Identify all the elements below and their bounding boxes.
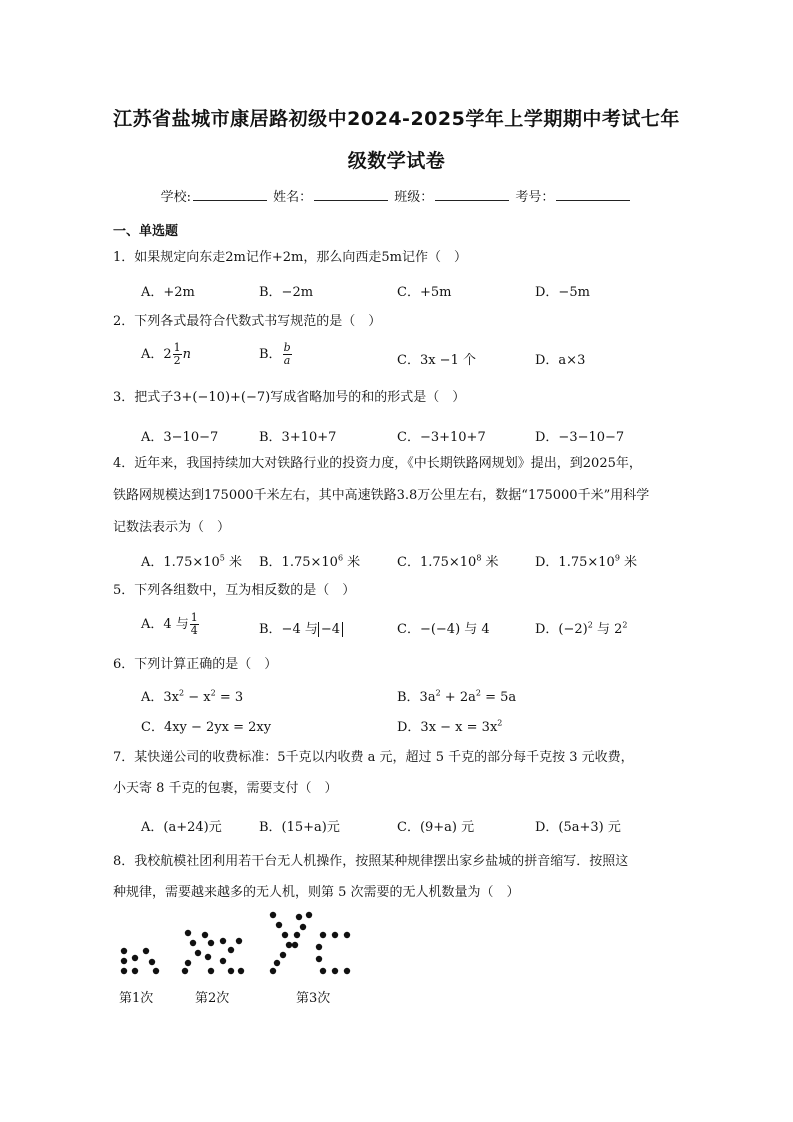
q5-d-prefix: D．(−2): [535, 622, 588, 637]
drone-dot: [121, 948, 127, 954]
question-4-line-3: 记数法表示为（ ）: [113, 520, 231, 535]
q4-d-unit: 米: [619, 555, 638, 570]
q6-d-exponent: 2: [497, 718, 503, 728]
drone-dot: [276, 922, 282, 928]
q4-c-base: C．1.75×10: [397, 555, 477, 570]
q6-option-d[interactable]: [397, 716, 502, 735]
q4-option-b[interactable]: [259, 551, 360, 570]
q5-option-c[interactable]: C．−(−4) 与 4: [397, 622, 490, 637]
drone-dot: [121, 958, 127, 964]
q5-b-prefix: B．−4 与: [259, 622, 318, 637]
drone-dot: [300, 924, 306, 930]
q5-a-denominator: 4: [190, 624, 198, 637]
drone-dot: [320, 968, 326, 974]
q5-a-prefix: A．4 与: [141, 617, 189, 632]
drone-dot: [280, 952, 286, 958]
drone-dot: [220, 938, 226, 944]
q6-b-part-2: + 2a: [440, 690, 476, 705]
drone-dot: [344, 932, 350, 938]
drone-dot: [202, 932, 208, 938]
q5-d-exponent-1: 2: [587, 620, 593, 630]
q7-option-c[interactable]: C．(9+a) 元: [397, 820, 475, 835]
q2-b-numerator: b: [283, 341, 291, 354]
q4-option-a[interactable]: [141, 551, 242, 570]
drone-dot: [270, 912, 276, 918]
q4-a-base: A．1.75×10: [141, 555, 220, 570]
q6-b-part-1: B．3a: [397, 690, 436, 705]
q2-b-denominator: a: [283, 354, 291, 367]
drone-dot: [143, 948, 149, 954]
q5-d-middle: 与 2: [592, 622, 623, 637]
q7-option-b[interactable]: B．(15+a)元: [259, 820, 340, 835]
q3-option-c[interactable]: C．−3+10+7: [397, 430, 486, 445]
q2-a-variable: n: [182, 347, 192, 362]
question-4-line-2: 铁路网规模达到175000千米左右，其中高速铁路3.8万公里左右，数据“175000千米”用科学: [113, 488, 650, 503]
drone-dot: [205, 954, 211, 960]
q5-d-exponent-2: 2: [622, 620, 628, 630]
drone-dot: [228, 947, 234, 953]
school-blank[interactable]: [193, 188, 267, 201]
q4-option-c[interactable]: [397, 551, 499, 570]
drone-dot: [270, 968, 276, 974]
question-8-line-2: 种规律，需要越来越多的无人机，则第 5 次需要的无人机数量为（ ）: [113, 885, 520, 900]
q5-option-d[interactable]: [535, 618, 627, 637]
q2-a-fraction: [173, 342, 182, 367]
drone-dot: [132, 955, 138, 961]
drone-dot: [220, 958, 226, 964]
q6-b-exponent-1: 2: [435, 688, 441, 698]
q6-option-a[interactable]: [141, 686, 243, 705]
q5-option-b[interactable]: [259, 618, 343, 637]
q4-a-exponent: 5: [219, 553, 225, 563]
q6-option-b[interactable]: [397, 686, 516, 705]
q2-b-fraction: [283, 342, 292, 367]
drone-dot: [149, 959, 155, 965]
drone-dot: [228, 968, 234, 974]
q2-option-c[interactable]: C．3x −1 个: [397, 353, 476, 368]
question-7-line-1: 7．某快递公司的收费标准：5千克以内收费 a 元，超过 5 千克的部分每千克按 3 元收费，: [113, 750, 634, 765]
q2-option-d[interactable]: D．a×3: [535, 353, 586, 368]
figure-label-3: 第3次: [296, 991, 331, 1006]
q3-option-a[interactable]: A．3−10−7: [141, 430, 219, 445]
q2-option-a[interactable]: [141, 342, 191, 367]
exam-title-line2: 级数学试卷: [347, 150, 446, 172]
q6-a-part-3: = 3: [215, 690, 244, 705]
exam-title-line1: 江苏省盐城市康居路初级中2024-2025学年上学期期中考试七年: [113, 108, 680, 130]
question-7-line-2: 小天寄 8 千克的包裹，需要支付（ ）: [113, 781, 338, 796]
drone-dot: [332, 968, 338, 974]
drone-dot: [344, 968, 350, 974]
q5-a-numerator: 1: [190, 611, 198, 624]
q1-option-d[interactable]: D．−5m: [535, 285, 590, 300]
q5-option-a[interactable]: [141, 612, 200, 637]
q5-b-absolute-value: −4: [318, 622, 343, 637]
drone-dot: [238, 968, 244, 974]
drone-dot: [320, 932, 326, 938]
q2-a-prefix: A．2: [141, 347, 172, 362]
q1-option-a[interactable]: A．+2m: [141, 285, 195, 300]
q3-option-d[interactable]: D．−3−10−7: [535, 430, 625, 445]
q2-a-denominator: 2: [173, 354, 181, 367]
q6-b-exponent-2: 2: [475, 688, 481, 698]
q4-c-unit: 米: [481, 555, 499, 570]
q4-option-d[interactable]: [535, 551, 637, 570]
drone-dot: [316, 944, 322, 950]
q5-a-fraction: [190, 612, 199, 637]
drone-dot: [282, 932, 288, 938]
drone-dot: [236, 938, 242, 944]
drone-dot: [208, 968, 214, 974]
q6-a-part-1: A．3x: [141, 690, 179, 705]
section-heading: 一、单选题: [113, 224, 179, 239]
exam-no-blank[interactable]: [556, 188, 630, 201]
q6-option-c[interactable]: C．4xy − 2yx = 2xy: [141, 720, 272, 735]
drone-dot: [286, 942, 292, 948]
q2-b-prefix: B．: [259, 347, 282, 362]
class-label: 班级：: [394, 190, 434, 205]
q6-a-exponent-1: 2: [179, 688, 185, 698]
q6-b-part-3: = 5a: [480, 690, 517, 705]
drone-dot: [182, 968, 188, 974]
drone-dot: [316, 956, 322, 962]
drone-dot: [306, 912, 312, 918]
drone-dots-svg: [113, 905, 373, 985]
q4-b-exponent: 6: [337, 553, 344, 563]
drone-dot: [332, 932, 338, 938]
drone-dot: [190, 940, 196, 946]
exam-no-label: 考号：: [515, 190, 555, 205]
q1-option-b[interactable]: B．−2m: [259, 285, 314, 300]
q6-a-part-2: − x: [184, 690, 211, 705]
school-label: 学校:: [160, 190, 191, 205]
drone-dot: [296, 914, 302, 920]
question-3: 3．把式子3+(−10)+(−7)写成省略加号的和的形式是（ ）: [113, 390, 466, 405]
drone-dot: [195, 950, 201, 956]
q4-b-unit: 米: [343, 555, 361, 570]
name-label: 姓名：: [273, 190, 313, 205]
figure-label-2: 第2次: [195, 991, 230, 1006]
question-1: 1．如果规定向东走2m记作+2m，那么向西走5m记作（ ）: [113, 250, 467, 265]
q4-b-base: B．1.75×10: [259, 555, 338, 570]
student-info-row: [0, 186, 793, 205]
drone-dot: [121, 968, 127, 974]
name-blank[interactable]: [314, 188, 388, 201]
question-6: 6．下列计算正确的是（ ）: [113, 657, 278, 672]
drone-dot: [292, 942, 298, 948]
drone-dot: [132, 968, 138, 974]
q7-option-d[interactable]: D．(5a+3) 元: [535, 820, 621, 835]
drone-dot: [185, 930, 191, 936]
q2-a-numerator: 1: [173, 341, 181, 354]
drone-dot: [274, 960, 280, 966]
question-2: 2．下列各式最符合代数式书写规范的是（ ）: [113, 314, 382, 329]
question-5: 5．下列各组数中，互为相反数的是（ ）: [113, 583, 356, 598]
q4-c-exponent: 8: [476, 553, 482, 563]
q3-option-b[interactable]: B．3+10+7: [259, 430, 337, 445]
q6-a-exponent-2: 2: [210, 688, 216, 698]
question-8-line-1: 8．我校航模社团利用若干台无人机操作，按照某种规律摆出家乡盐城的拼音缩写．按照这: [113, 854, 629, 869]
q2-option-b[interactable]: [259, 342, 293, 367]
drone-dot: [208, 940, 214, 946]
figure-label-1: 第1次: [119, 991, 154, 1006]
q1-option-c[interactable]: C．+5m: [397, 285, 452, 300]
q4-d-base: D．1.75×10: [535, 555, 615, 570]
question-4-line-1: 4．近年来，我国持续加大对铁路行业的投资力度，《中长期铁路网规划》提出，到2025年，: [113, 456, 642, 471]
drone-dot: [294, 932, 300, 938]
q7-option-a[interactable]: A．(a+24)元: [141, 820, 222, 835]
drone-dot: [153, 968, 159, 974]
q6-d-base: D．3x − x = 3x: [397, 720, 498, 735]
drone-dot: [185, 960, 191, 966]
drone-pattern-figure: [113, 905, 373, 1006]
q4-d-exponent: 9: [614, 553, 620, 563]
class-blank[interactable]: [435, 188, 509, 201]
q4-a-unit: 米: [224, 555, 243, 570]
